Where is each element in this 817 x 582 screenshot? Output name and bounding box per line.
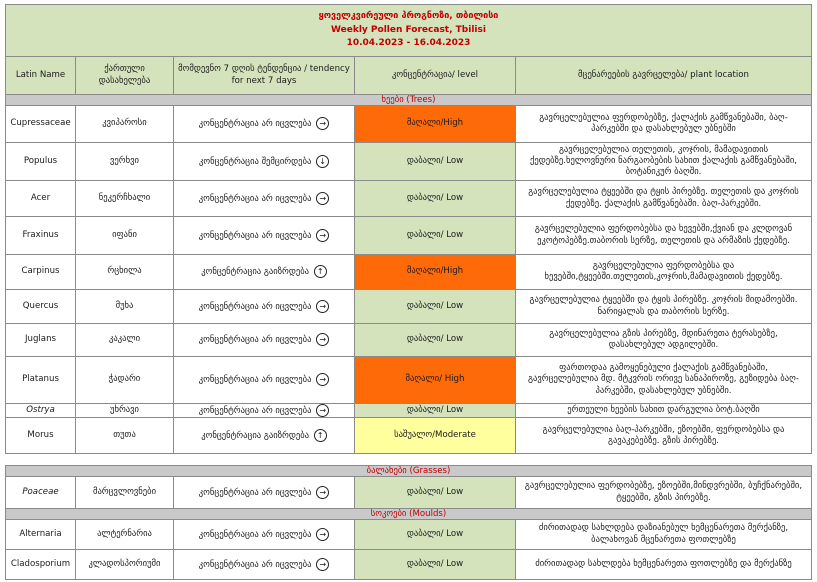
tendency-cell bbox=[174, 404, 355, 418]
tendency-text: კონცენტრაცია არ იცვლება bbox=[198, 230, 312, 241]
location-text: გავრცელებულია ტყეებში და ტყის პირებზე. თელეთის და კოჯრის ქედებზე. ქალაქის გამწვანებაში. ბაღ-პარკებში. bbox=[528, 187, 799, 209]
georgian-name-text: რცხილა bbox=[107, 266, 142, 277]
tendency-text: კონცენტრაცია არ იცვლება bbox=[198, 375, 312, 386]
grasses-moulds-table bbox=[5, 465, 812, 580]
latin-name-text: Cladosporium bbox=[10, 558, 71, 569]
location-text: ძირითადად სახლდება ხემცენარეთა ფოთლებზე და მერქანზე bbox=[535, 558, 792, 569]
header-row bbox=[6, 57, 812, 95]
header-location: მცენარეების გავრცელება/ plant location bbox=[516, 57, 812, 95]
latin-name-text: Alternaria bbox=[19, 528, 62, 539]
level-text: დაბალი/ Low bbox=[406, 528, 464, 539]
georgian-name-text: ვერხვი bbox=[110, 155, 139, 166]
georgian-name-cell bbox=[76, 550, 174, 580]
latin-name-text: Juglans bbox=[24, 334, 56, 345]
location-text: გავრცელებულია ფერდობებზე, ქალაქის გამწვანებაში, ბაღ-პარკებში და დასახლებულ უბნებში bbox=[539, 112, 788, 134]
tendency-cell bbox=[174, 418, 355, 454]
georgian-name-text: თუთა bbox=[113, 430, 136, 441]
georgian-name-cell bbox=[76, 404, 174, 418]
trend-arrow-icon: ↑ bbox=[314, 429, 327, 442]
table-row bbox=[6, 404, 812, 418]
level-cell bbox=[355, 357, 516, 404]
georgian-name-cell bbox=[76, 290, 174, 324]
location-cell bbox=[516, 477, 812, 509]
trend-arrow-icon: → bbox=[316, 229, 329, 242]
level-cell bbox=[355, 418, 516, 454]
latin-name-text: Poaceae bbox=[22, 486, 59, 497]
latin-name-cell bbox=[6, 550, 76, 580]
tendency-cell bbox=[174, 324, 355, 357]
tendency-cell bbox=[174, 181, 355, 217]
latin-name-cell bbox=[6, 418, 76, 454]
level-cell bbox=[355, 255, 516, 290]
table-row bbox=[6, 477, 812, 509]
location-cell bbox=[516, 357, 812, 404]
trend-arrow-icon: → bbox=[316, 333, 329, 346]
header-latin: Latin Name bbox=[6, 57, 76, 95]
georgian-name-cell bbox=[76, 324, 174, 357]
tendency-cell bbox=[174, 217, 355, 255]
georgian-name-cell bbox=[76, 418, 174, 454]
location-text: ფართოდაა გამოყენებული ქალაქის გამწვანებაში, გავრცელებულია მდ. მტკვრის ორივე სანაპიროზე, გეზიდება ბაღ-პარკებში, დასახლებულ უბნებში. bbox=[528, 363, 799, 396]
section-grasses-label: ბალახები (Grasses) bbox=[6, 466, 812, 477]
tendency-text: კონცენტრაცია არ იცვლება bbox=[198, 529, 312, 540]
level-cell bbox=[355, 106, 516, 143]
location-text: გავრცელებულია ტყეებში და ტყის პირებზე. კოჯრის მიდამოებში. ნარიყალას და თაბორის სერზე. bbox=[529, 295, 798, 317]
tendency-text: კონცენტრაცია არ იცვლება bbox=[198, 301, 312, 312]
latin-name-cell bbox=[6, 290, 76, 324]
table-row bbox=[6, 106, 812, 143]
tendency-cell bbox=[174, 143, 355, 181]
location-cell bbox=[516, 106, 812, 143]
latin-name-cell bbox=[6, 477, 76, 509]
georgian-name-text: კაკალი bbox=[108, 334, 141, 345]
level-text: დაბალი/ Low bbox=[406, 300, 464, 311]
latin-name-text: Morus bbox=[27, 430, 54, 441]
latin-name-cell bbox=[6, 106, 76, 143]
section-grasses-row bbox=[6, 466, 812, 477]
trend-arrow-icon: → bbox=[316, 528, 329, 541]
table-row bbox=[6, 217, 812, 255]
georgian-name-text: ჭადარი bbox=[108, 374, 141, 385]
header-georgian-name: ქართული დასახელება bbox=[76, 57, 174, 95]
level-cell bbox=[355, 324, 516, 357]
level-text: მაღალი/High bbox=[406, 118, 464, 129]
pollen-forecast-table bbox=[5, 4, 812, 454]
location-text: გავრცელებულია ფერდობებსა და ხევებში,ტყეებში.თელეთის,კოჯრის,მამადავითის ქედებზე. bbox=[544, 260, 783, 282]
title-georgian: ყოველკვირეული პროგნოზი, თბილისი bbox=[318, 10, 499, 21]
location-cell bbox=[516, 217, 812, 255]
latin-name-text: Populus bbox=[23, 155, 58, 166]
location-cell bbox=[516, 290, 812, 324]
location-text: გავრცელებულია ფერდობებსა და ხევებში,ქვიან და კლდოვან ეკოტოპებზე.თაბორის სერზე, თელეთის და არმაზის ქედებზე. bbox=[534, 224, 793, 246]
trend-arrow-icon: → bbox=[316, 404, 329, 417]
latin-name-text: Carpinus bbox=[21, 266, 60, 277]
georgian-name-cell bbox=[76, 255, 174, 290]
level-text: დაბალი/ Low bbox=[406, 405, 464, 415]
georgian-name-text: მუხა bbox=[115, 300, 134, 311]
location-cell bbox=[516, 520, 812, 550]
georgian-name-text: ნეკერჩხალი bbox=[98, 192, 151, 203]
georgian-name-text: იფანი bbox=[112, 229, 137, 240]
table-row bbox=[6, 290, 812, 324]
latin-name-text: Platanus bbox=[22, 374, 59, 385]
level-text: დაბალი/ Low bbox=[406, 155, 464, 166]
level-cell bbox=[355, 290, 516, 324]
tendency-cell bbox=[174, 520, 355, 550]
location-cell bbox=[516, 324, 812, 357]
table-row bbox=[6, 181, 812, 217]
tendency-cell bbox=[174, 357, 355, 404]
latin-name-cell bbox=[6, 357, 76, 404]
table-row bbox=[6, 520, 812, 550]
trend-arrow-icon: → bbox=[316, 486, 329, 499]
level-text: მაღალი/ High bbox=[405, 374, 465, 385]
level-cell bbox=[355, 520, 516, 550]
trend-arrow-icon: → bbox=[316, 300, 329, 313]
tendency-cell bbox=[174, 106, 355, 143]
location-cell bbox=[516, 181, 812, 217]
tendency-text: კონცენტრაცია არ იცვლება bbox=[198, 406, 312, 416]
header-tendency: მომდევნო 7 დღის ტენდენცია / tendency for next 7 days bbox=[174, 57, 355, 95]
trend-arrow-icon: → bbox=[316, 117, 329, 130]
georgian-name-cell bbox=[76, 106, 174, 143]
location-cell bbox=[516, 255, 812, 290]
level-text: დაბალი/ Low bbox=[406, 334, 464, 345]
title-cell bbox=[6, 5, 812, 57]
location-cell bbox=[516, 550, 812, 580]
location-text: ერთეული ხეების სახით დარგულია ბოტ.ბაღში bbox=[567, 405, 760, 415]
title-dates: 10.04.2023 - 16.04.2023 bbox=[346, 38, 471, 49]
section-trees-label: ხეები (Trees) bbox=[6, 95, 812, 106]
level-cell bbox=[355, 217, 516, 255]
latin-name-text: Quercus bbox=[22, 300, 59, 311]
georgian-name-text: უხრავი bbox=[109, 405, 140, 415]
georgian-name-text: მარცვლოვნები bbox=[92, 486, 157, 497]
latin-name-text: Cupressaceae bbox=[10, 118, 71, 129]
table-row bbox=[6, 324, 812, 357]
tendency-cell bbox=[174, 290, 355, 324]
trend-arrow-icon: ↓ bbox=[316, 155, 329, 168]
level-text: დაბალი/ Low bbox=[406, 192, 464, 203]
location-cell bbox=[516, 418, 812, 454]
level-text: დაბალი/ Low bbox=[406, 558, 464, 569]
table-row bbox=[6, 143, 812, 181]
section-moulds-label: სოკოები (Moulds) bbox=[6, 509, 812, 520]
level-text: დაბალი/ Low bbox=[406, 229, 464, 240]
latin-name-cell bbox=[6, 520, 76, 550]
tendency-text: კონცენტრაცია არ იცვლება bbox=[198, 559, 312, 570]
trend-arrow-icon: → bbox=[316, 192, 329, 205]
level-cell bbox=[355, 550, 516, 580]
tendency-text: კონცენტრაცია არ იცვლება bbox=[198, 487, 312, 498]
trend-arrow-icon: → bbox=[316, 558, 329, 571]
tendency-text: კონცენტრაცია გაიზრდება bbox=[201, 267, 310, 278]
level-cell bbox=[355, 477, 516, 509]
section-moulds-row bbox=[6, 509, 812, 520]
location-cell bbox=[516, 143, 812, 181]
latin-name-cell bbox=[6, 181, 76, 217]
tendency-text: კონცენტრაცია არ იცვლება bbox=[198, 335, 312, 346]
level-cell bbox=[355, 404, 516, 418]
trend-arrow-icon: ↑ bbox=[314, 265, 327, 278]
tendency-cell bbox=[174, 255, 355, 290]
tendency-text: კონცენტრაცია არ იცვლება bbox=[198, 119, 312, 130]
georgian-name-cell bbox=[76, 217, 174, 255]
latin-name-cell bbox=[6, 404, 76, 418]
latin-name-cell bbox=[6, 143, 76, 181]
section-trees-row bbox=[6, 95, 812, 106]
level-cell bbox=[355, 143, 516, 181]
header-level: კონცენტრაცია/ level bbox=[355, 57, 516, 95]
latin-name-text: Fraxinus bbox=[22, 229, 59, 240]
location-text: ძირითადად სახლდება დაზიანებულ ხემცენარეთა მერქანზე, ბალახოვან მცენარეთა ფოთლებზე bbox=[538, 523, 789, 545]
latin-name-text: Ostrya bbox=[26, 405, 55, 415]
location-text: გავრცელებულია გზის პირებზე, მდინარეთა ტერასებზე, დასახლებულ ადგილებში. bbox=[549, 328, 778, 350]
tendency-text: კონცენტრაცია არ იცვლება bbox=[198, 193, 312, 204]
table-row bbox=[6, 357, 812, 404]
level-text: საშუალო/Moderate bbox=[394, 430, 476, 441]
location-text: გავრცელებულია ბაღ-პარკებში, ეზოებში, ფერდობებსა და გავაკებებზე. გზის პირებზე. bbox=[542, 424, 785, 446]
georgian-name-text: კვიპაროსი bbox=[102, 118, 147, 129]
georgian-name-cell bbox=[76, 181, 174, 217]
tendency-text: კონცენტრაცია შემცირდება bbox=[198, 156, 312, 167]
georgian-name-cell bbox=[76, 357, 174, 404]
georgian-name-text: კლადოსპორიუმი bbox=[88, 558, 161, 569]
title-english: Weekly Pollen Forecast, Tbilisi bbox=[331, 24, 486, 35]
level-cell bbox=[355, 181, 516, 217]
tendency-text: კონცენტრაცია გაიზრდება bbox=[201, 431, 310, 442]
georgian-name-cell bbox=[76, 143, 174, 181]
latin-name-text: Acer bbox=[30, 192, 51, 203]
location-text: გავრცელებულია ფერდობებზე, ეზოებში,მინდვრებში, ბუჩქნარებში, ტყეებში, გზის პირებზე. bbox=[524, 481, 803, 503]
latin-name-cell bbox=[6, 217, 76, 255]
table-row bbox=[6, 255, 812, 290]
title-row bbox=[6, 5, 812, 57]
location-cell bbox=[516, 404, 812, 418]
tendency-cell bbox=[174, 477, 355, 509]
table-row bbox=[6, 418, 812, 454]
georgian-name-cell bbox=[76, 520, 174, 550]
tendency-cell bbox=[174, 550, 355, 580]
trend-arrow-icon: → bbox=[316, 373, 329, 386]
georgian-name-cell bbox=[76, 477, 174, 509]
latin-name-cell bbox=[6, 324, 76, 357]
level-text: მაღალი/High bbox=[406, 266, 464, 277]
latin-name-cell bbox=[6, 255, 76, 290]
level-text: დაბალი/ Low bbox=[406, 486, 464, 497]
georgian-name-text: ალტერნარია bbox=[97, 528, 152, 539]
location-text: გავრცელებულია თელეთის, კოჯრის, მამადავითის ქედებზე.ხელოვნური ნარგაობების სახით ქალაქის გამწვანებაში, ბოტანიკურ ბაღში. bbox=[529, 144, 798, 178]
table-row bbox=[6, 550, 812, 580]
